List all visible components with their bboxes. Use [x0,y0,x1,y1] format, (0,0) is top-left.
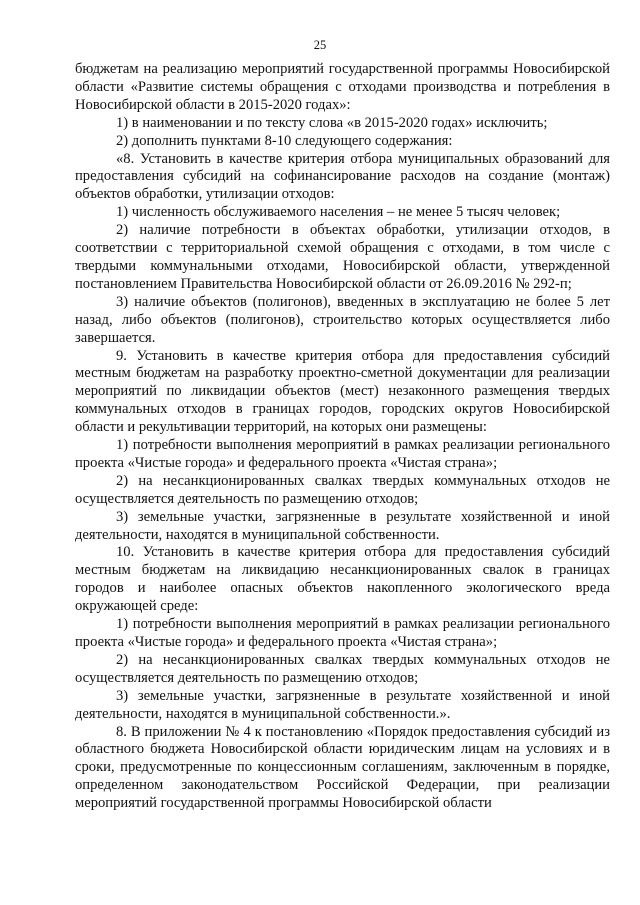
paragraph-criterion-1: 1) потребности выполнения мероприятий в рамках реализации регионального проекта «Чистые города» и федерального проекта «Чистая страна»; [75,437,610,471]
paragraph-criterion-2: 2) на несанкционированных свалках твердых коммунальных отходов не осуществляется деятельность по размещению отходов; [75,651,610,686]
paragraph-item-8: 8. В приложении № 4 к постановлению «Порядок предоставления субсидий из областного бюджета Новосибирской области юридическим лицам на условиях и в сроки, предусмотренные по концессионным соглашениям, заключенным в порядке, определенном законодательством Российской Федерации, при реализации мероприятий государственной программы Новосибирской области [75,723,610,812]
paragraph-item-2: 2) дополнить пунктами 8-10 следующего содержания: [116,132,453,149]
paragraph-continuation: бюджетам на реализацию мероприятий государственной программы Новосибирской области «Развитие системы обращения с отходами производства и потребления в Новосибирской области в 2015-2020 годах»: [75,61,610,113]
paragraph-point-8: «8. Установить в качестве критерия отбора муниципальных образований для предоставления субсидий на софинансирование расходов на создание (монтаж) объектов обработки, утилизации отходов: [75,150,610,203]
paragraph-point-10: 10. Установить в качестве критерия отбора для предоставления субсидий местным бюджетам на ликвидацию несанкционированных свалок в границах городов и наиболее опасных объектов накопленного экологического вреда окружающей среде: [75,544,610,615]
paragraph-item-1: 1) в наименовании и по тексту слова «в 2015-2020 годах» исключить; [116,114,548,131]
document-body [75,61,610,813]
paragraph-criterion-3: 3) земельные участки, загрязненные в результате хозяйственной и иной деятельности, находятся в муниципальной собственности. [75,508,610,543]
paragraph-criterion-3: 3) наличие объектов (полигонов), введенных в эксплуатацию не более 5 лет назад, либо объектов (полигонов), строительство которых осуществляется либо завершается. [75,293,610,346]
paragraph-point-9: 9. Установить в качестве критерия отбора для предоставления субсидий местным бюджетам на разработку проектно-сметной документации для реализации мероприятий по ликвидации объектов (мест) незаконного размещения твердых коммунальных отходов в границах городов, городских округов Новосибирской области и рекультивации территорий, на которых они размещены: [75,347,610,436]
paragraph-criterion-3: 3) земельные участки, загрязненные в результате хозяйственной и иной деятельности, находятся в муниципальной собственности.». [75,687,610,722]
page-number: 25 [313,38,327,52]
paragraph-criterion-2: 2) на несанкционированных свалках твердых коммунальных отходов не осуществляется деятельность по размещению отходов; [75,472,610,507]
paragraph-criterion-1: 1) численность обслуживаемого населения – не менее 5 тысяч человек; [116,204,561,221]
paragraph-criterion-2: 2) наличие потребности в объектах обработки, утилизации отходов, в соответствии с территориальной схемой обращения с отходами, в том числе с твердыми коммунальными отходами, Новосибирской области, утвержденной постановлением Правительства Новосибирской области от 26.09.2016 № 292-п; [75,222,610,292]
paragraph-criterion-1: 1) потребности выполнения мероприятий в рамках реализации регионального проекта «Чистые города» и федерального проекта «Чистая страна»; [75,616,610,650]
